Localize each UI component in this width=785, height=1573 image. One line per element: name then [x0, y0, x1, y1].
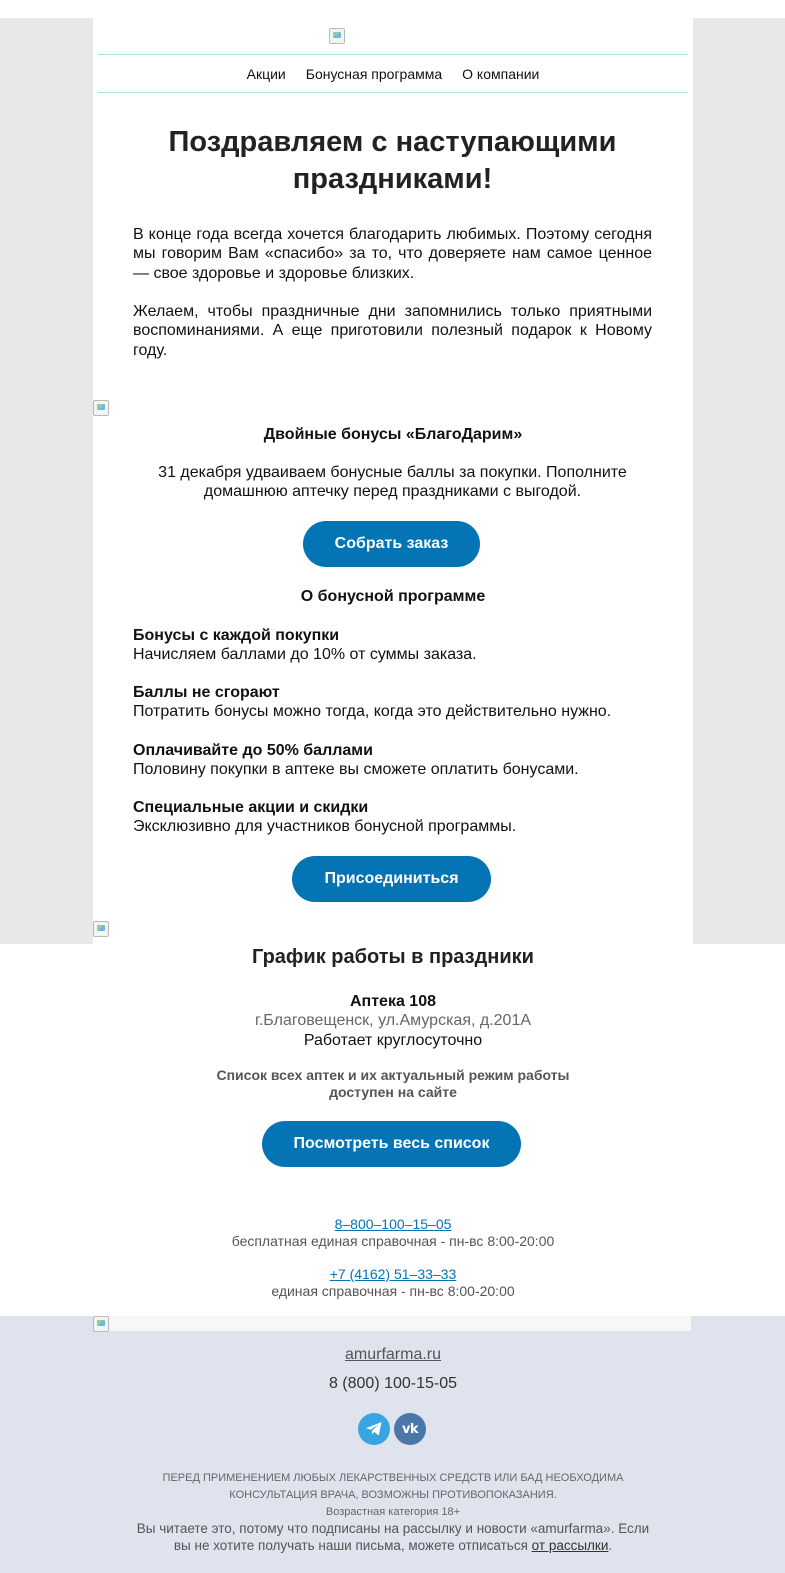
- bonus-feature-text: Потратить бонусы можно тогда, когда это действительно нужно.: [133, 703, 612, 721]
- join-button[interactable]: Присоединиться: [292, 856, 491, 902]
- bonus-feature-text: Половину покупки в аптеке вы сможете оплатить бонусами.: [133, 761, 579, 779]
- pharmacy-name: Аптека 108: [350, 993, 436, 1010]
- pharmacy-list-note-line: Список всех аптек и их актуальный режим работы: [216, 1067, 570, 1083]
- banner-image[interactable]: [93, 400, 109, 416]
- hotline-description: бесплатная единая справочная - пн-вс 8:00-20:00: [231, 1233, 555, 1249]
- nav-item-promotions[interactable]: Акции: [246, 65, 286, 82]
- local-description: единая справочная - пн-вс 8:00-20:00: [271, 1283, 515, 1299]
- footer-phone: 8 (800) 100-15-05: [328, 1375, 458, 1392]
- unsubscribe-link[interactable]: от рассылки: [531, 1538, 609, 1553]
- bonus-feature-title: Бонусы с каждой покупки: [133, 627, 340, 644]
- bonus-feature: [133, 683, 653, 722]
- telegram-icon[interactable]: [358, 1413, 390, 1445]
- collect-order-button[interactable]: Собрать заказ: [303, 521, 480, 567]
- contact-local: [93, 1266, 693, 1300]
- bonus-feature-text: Эксклюзивно для участников бонусной программы.: [133, 818, 517, 836]
- view-list-button[interactable]: Посмотреть весь список: [262, 1121, 521, 1167]
- footer-top-strip: [93, 1316, 691, 1331]
- nav-item-about[interactable]: О компании: [462, 65, 540, 82]
- pharmacy-address: г.Благовещенск, ул.Амурская, д.201А: [254, 1012, 532, 1030]
- promo-heading: Двойные бонусы «БлагоДарим»: [263, 426, 523, 443]
- pharmacy-list-note-line: доступен на сайте: [329, 1084, 457, 1100]
- vk-icon[interactable]: [394, 1413, 426, 1445]
- pharmacy-block: [93, 992, 693, 1050]
- telegram-plane-icon: [365, 1421, 383, 1437]
- bonus-feature: [133, 798, 653, 837]
- age-rating: Возрастная категория 18+: [325, 1506, 461, 1518]
- hero-paragraph-1: В конце года всегда хочется благодарить любимых. Поэтому сегодня мы говорим Вам «спасибо» за то, что доверяете нам самое ценное — свое здоровье и здоровье близких.: [133, 226, 652, 282]
- hero-paragraph-2: Желаем, чтобы праздничные дни запомнились только приятными воспоминаниями. А еще приготовили полезный подарок к Новому году.: [133, 303, 652, 359]
- pharmacy-list-note: [93, 1067, 693, 1101]
- top-nav: [98, 55, 688, 92]
- bonus-feature-title: Специальные акции и скидки: [133, 799, 369, 816]
- schedule-heading: График работы в праздники: [252, 946, 534, 968]
- nav-item-bonus-program[interactable]: Бонусная программа: [305, 65, 443, 82]
- logo-image[interactable]: [329, 28, 345, 44]
- footer-image[interactable]: [93, 1316, 109, 1332]
- vk-glyph: vk: [401, 1421, 419, 1437]
- bonus-feature: [133, 626, 653, 665]
- unsubscribe-text: [130, 1520, 656, 1554]
- bonus-feature: [133, 741, 653, 780]
- pharmacy-hours: Работает круглосуточно: [303, 1031, 483, 1049]
- bonus-feature-title: Баллы не сгорают: [133, 684, 280, 701]
- hotline-phone-link[interactable]: 8–800–100–15–05: [334, 1216, 452, 1232]
- site-link[interactable]: amurfarma.ru: [344, 1346, 442, 1363]
- hero-title: Поздравляем с наступающими праздниками!: [168, 126, 617, 195]
- unsubscribe-period: .: [608, 1538, 613, 1553]
- promo-text: 31 декабря удваиваем бонусные баллы за покупки. Пополните домашнюю аптечку перед праздниками с выгодой.: [158, 464, 627, 501]
- medical-disclaimer: ПЕРЕД ПРИМЕНЕНИЕМ ЛЮБЫХ ЛЕКАРСТВЕННЫХ СРЕДСТВ ИЛИ БАД НЕОБХОДИМА КОНСУЛЬТАЦИЯ ВРАЧА, ВОЗМОЖНЫ ПРОТИВОПОКАЗАНИЯ.: [162, 1472, 624, 1501]
- bonus-heading: О бонусной программе: [300, 588, 486, 605]
- bonus-feature-text: Начисляем баллами до 10% от суммы заказа.: [133, 646, 477, 664]
- nav-divider-bottom: [98, 92, 688, 93]
- bonus-feature-title: Оплачивайте до 50% баллами: [133, 742, 373, 759]
- contact-hotline: [93, 1216, 693, 1250]
- unsubscribe-message: Вы читаете это, потому что подписаны на рассылку и новости «amurfarma». Если вы не хотите получать наши письма, можете отписаться: [136, 1521, 650, 1553]
- local-phone-link[interactable]: +7 (4162) 51–33–33: [329, 1266, 457, 1282]
- divider-image[interactable]: [93, 921, 109, 937]
